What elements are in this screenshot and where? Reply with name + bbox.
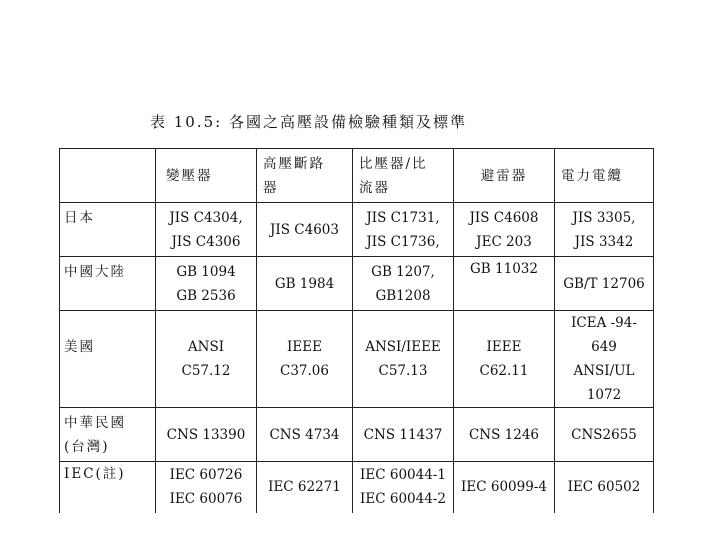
standard-line: CNS 1246 — [468, 426, 540, 443]
standard-line: JIS 3305, — [572, 209, 636, 226]
table-row — [60, 408, 654, 462]
standard-line: IEC 60502 — [567, 479, 641, 496]
table-row — [60, 462, 654, 513]
cable-cell — [555, 311, 654, 408]
cable-cell — [555, 462, 654, 513]
cable-cell — [555, 408, 654, 462]
pt-ct-cell — [353, 257, 454, 311]
pt-ct-cell — [353, 203, 454, 257]
pt-ct-cell — [353, 462, 454, 513]
breaker-cell — [257, 257, 353, 311]
standard-line: JIS C1736, — [366, 233, 440, 250]
standard-line: C57.12 — [181, 363, 231, 379]
arrester-cell — [454, 203, 555, 257]
standard-line: CNS 11437 — [363, 426, 443, 443]
header-transformer — [156, 149, 257, 203]
header-line: 比壓器/比 — [359, 155, 428, 172]
transformer-cell — [156, 462, 257, 513]
standards-table — [59, 148, 654, 513]
standard-line: ANSI/UL 1072 — [573, 363, 635, 403]
standard-line: IEEE — [486, 339, 522, 355]
standard-line: IEC 60726 — [169, 467, 243, 484]
table-row — [60, 203, 654, 257]
country-cell — [60, 462, 156, 513]
country-line: (台灣) — [64, 438, 110, 455]
cable-cell — [555, 257, 654, 311]
header-line: 高壓斷路 — [263, 155, 325, 172]
transformer-cell — [156, 311, 257, 408]
standard-line: GB 1207, — [371, 263, 435, 280]
standard-line: IEC 60044-2 — [360, 491, 446, 508]
standard-line: GB 1984 — [274, 275, 335, 292]
arrester-cell — [454, 462, 555, 513]
breaker-cell — [257, 203, 353, 257]
standard-line: CNS2655 — [571, 426, 637, 443]
header-cable — [555, 149, 654, 203]
standard-line: JIS C1731, — [366, 209, 440, 226]
standard-line: JIS C4608 — [469, 209, 539, 226]
cable-cell — [555, 203, 654, 257]
standard-line: CNS 4734 — [269, 426, 340, 443]
country-line: 日本 — [64, 209, 95, 226]
standard-line: IEC 60044-1 — [360, 467, 446, 484]
table-caption: 表 10.5: 各國之高壓設備檢驗種類及標準 — [150, 113, 467, 131]
standard-line: IEC 60099-4 — [461, 479, 547, 496]
standard-line: GB/T 12706 — [563, 275, 645, 292]
header-line: 器 — [263, 179, 279, 196]
standard-line: GB 1094 — [176, 263, 236, 280]
standard-line: ICEA -94-649 — [571, 315, 637, 355]
transformer-cell — [156, 203, 257, 257]
country-cell — [60, 408, 156, 462]
standard-line: JIS 3342 — [574, 233, 634, 250]
standard-line: GB 2536 — [176, 287, 236, 304]
standard-line: JIS C4304, — [169, 209, 243, 226]
arrester-cell — [454, 311, 555, 408]
standard-line: ANSI/IEEE — [365, 339, 441, 355]
header-corner-cell — [60, 149, 156, 203]
breaker-cell — [257, 462, 353, 513]
header-line: 電力電纜 — [561, 167, 623, 184]
header-arrester — [454, 149, 555, 203]
country-cell — [60, 257, 156, 311]
standard-line: C57.13 — [378, 363, 428, 379]
country-line: 美國 — [64, 339, 95, 355]
table-row — [60, 257, 654, 311]
header-row — [60, 149, 654, 203]
standard-line: C37.06 — [280, 363, 329, 379]
standard-line: GB1208 — [375, 287, 431, 304]
header-line: 避雷器 — [480, 167, 528, 184]
table-row — [60, 311, 654, 408]
country-cell — [60, 203, 156, 257]
header-line: 流器 — [359, 179, 390, 196]
transformer-cell — [156, 408, 257, 462]
country-line: IEC(註) — [64, 466, 126, 482]
pt-ct-cell — [353, 311, 454, 408]
transformer-cell — [156, 257, 257, 311]
standard-line: ANSI — [187, 339, 225, 355]
header-pt-ct — [353, 149, 454, 203]
standard-line: CNS 13390 — [166, 426, 246, 443]
country-cell — [60, 311, 156, 408]
standard-line: IEEE — [287, 339, 322, 355]
country-line: 中華民國 — [64, 414, 126, 431]
standard-line: IEC 60076 — [169, 491, 243, 508]
standard-line: GB 11032 — [470, 261, 538, 277]
country-line: 中國大陸 — [64, 263, 126, 280]
standard-line: JEC 203 — [476, 233, 532, 250]
standard-line: JIS C4306 — [171, 233, 241, 250]
standard-line: C62.11 — [479, 363, 529, 379]
header-line: 變壓器 — [166, 167, 213, 184]
header-breaker — [257, 149, 353, 203]
standard-line: IEC 62271 — [268, 479, 341, 496]
pt-ct-cell — [353, 408, 454, 462]
breaker-cell — [257, 311, 353, 408]
standard-line: JIS C4603 — [270, 221, 339, 238]
arrester-cell — [454, 408, 555, 462]
arrester-cell — [454, 257, 555, 311]
breaker-cell — [257, 408, 353, 462]
